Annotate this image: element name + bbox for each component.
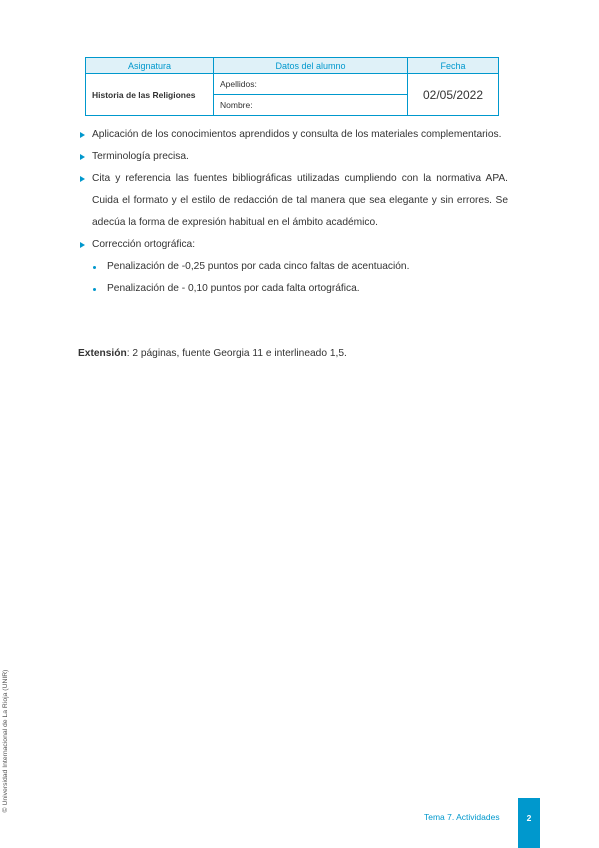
page-number: 2 — [518, 798, 540, 848]
extension-label: Extensión — [78, 348, 127, 359]
dot-bullet-icon — [93, 288, 96, 291]
date-cell: 02/05/2022 — [408, 74, 499, 116]
subject-cell: Historia de las Religiones — [86, 74, 214, 116]
col-date-header: Fecha — [408, 58, 499, 74]
list-item — [78, 234, 508, 256]
col-subject-header: Asignatura — [86, 58, 214, 74]
criteria-list — [78, 124, 508, 300]
col-student-header: Datos del alumno — [214, 58, 408, 74]
dot-bullet-icon — [93, 266, 96, 269]
triangle-bullet-icon — [80, 132, 85, 138]
list-item-text: Corrección ortográfica: — [92, 239, 196, 250]
list-item-text: Terminología precisa. — [92, 151, 189, 162]
sub-list-item — [78, 256, 508, 278]
footer-topic: Tema 7. Actividades — [424, 812, 500, 822]
triangle-bullet-icon — [80, 242, 85, 248]
list-item — [78, 146, 508, 168]
name-field[interactable]: Nombre: — [214, 95, 408, 116]
sub-list-item-text: Penalización de -0,25 puntos por cada cinco faltas de acentuación. — [107, 261, 410, 272]
extension-note — [78, 344, 347, 364]
list-item-text: Aplicación de los conocimientos aprendidos y consulta de los materiales complementarios. — [92, 129, 502, 140]
sub-list-item — [78, 278, 508, 300]
extension-text: : 2 páginas, fuente Georgia 11 e interlineado 1,5. — [126, 348, 347, 359]
header-table — [85, 57, 499, 116]
triangle-bullet-icon — [80, 154, 85, 160]
surname-field[interactable]: Apellidos: — [214, 74, 408, 95]
copyright-sidebar: © Universidad Internacional de La Rioja (UNIR) — [2, 669, 9, 813]
list-item — [78, 168, 508, 234]
triangle-bullet-icon — [80, 176, 85, 182]
sub-list-item-text: Penalización de - 0,10 puntos por cada falta ortográfica. — [107, 283, 360, 294]
list-item — [78, 124, 508, 146]
list-item-text: Cita y referencia las fuentes bibliográficas utilizadas cumpliendo con la normativa APA. Cuida el formato y el estilo de redacción de tal manera que sea elegante y sin errores. Se adecúa la forma de expresión habitual en el ámbito académico. — [92, 173, 508, 228]
